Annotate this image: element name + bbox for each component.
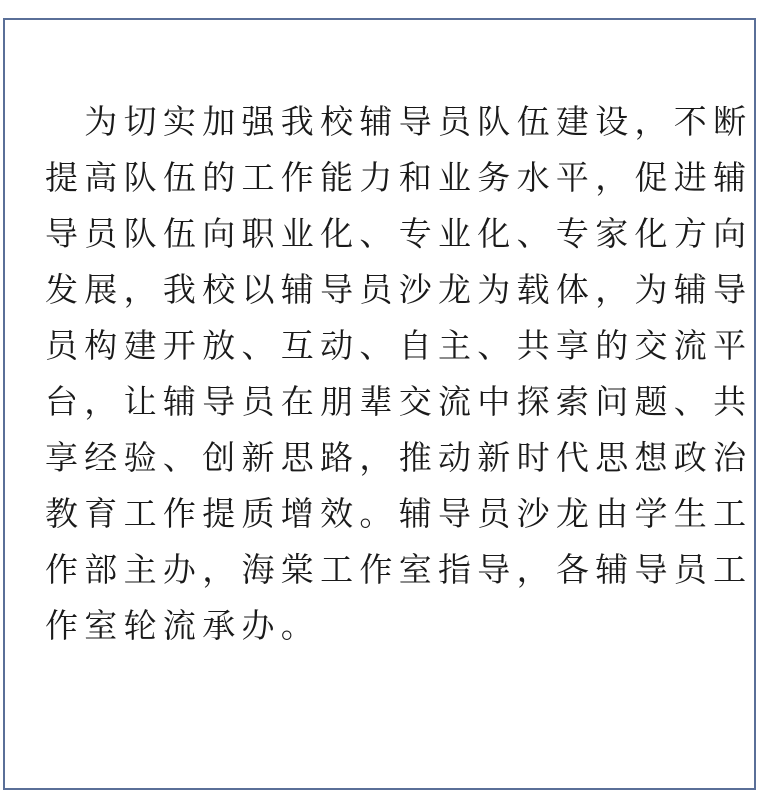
bordered-text-box (3, 18, 756, 790)
paragraph-line-2: 提高队伍的工作能力和业务水平，促进辅 (45, 158, 753, 197)
paragraph (45, 94, 753, 654)
paragraph-line-4: 发展，我校以辅导员沙龙为载体，为辅导 (45, 270, 753, 309)
paragraph-line-9: 作部主办，海棠工作室指导，各辅导员工 (45, 550, 753, 589)
paragraph-line-7: 享经验、创新思路，推动新时代思想政治 (45, 438, 753, 477)
paragraph-line-6: 台，让辅导员在朋辈交流中探索问题、共 (45, 382, 753, 421)
paragraph-line-1: 为切实加强我校辅导员队伍建设，不断 (45, 102, 753, 141)
paragraph-line-10: 作室轮流承办。 (45, 606, 321, 645)
paragraph-line-5: 员构建开放、互动、自主、共享的交流平 (45, 326, 753, 365)
paragraph-line-8: 教育工作提质增效。辅导员沙龙由学生工 (45, 494, 753, 533)
paragraph-line-3: 导员队伍向职业化、专业化、专家化方向 (45, 214, 753, 253)
